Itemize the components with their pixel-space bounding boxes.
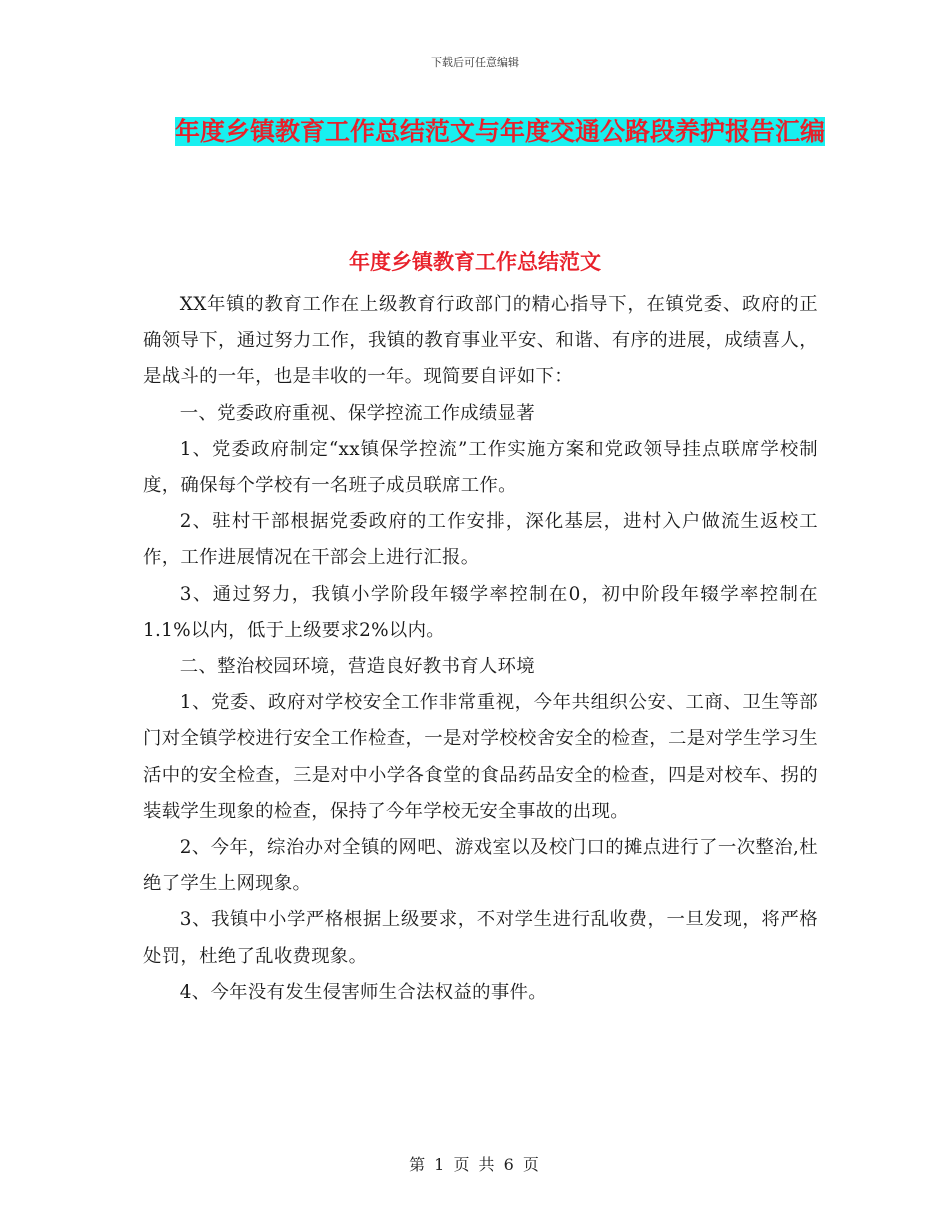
paragraph: 1、党委、政府对学校安全工作非常重视，今年共组织公安、工商、卫生等部门对全镇学校进行安全工作检查，一是对学校校舍安全的检查，二是对学生学习生活中的安全检查，三是对中小学各食堂的食品药品安全的检查，四是对校车、拐的装载学生现象的检查，保持了今年学校无安全事故的出现。	[143, 692, 818, 822]
paragraph: 2、驻村干部根据党委政府的工作安排，深化基层，进村入户做流生返校工作，工作进展情况在干部会上进行汇报。	[143, 511, 818, 569]
section-title: 年度乡镇教育工作总结范文	[349, 250, 601, 274]
document-title	[120, 110, 880, 154]
page-header-note: 下载后可任意编辑	[431, 56, 519, 69]
paragraph: 4、今年没有发生侵害师生合法权益的事件。	[179, 981, 547, 1003]
heading-paragraph: 二、整治校园环境，营造良好教书育人环境	[179, 656, 535, 678]
paragraph: 2、今年，综治办对全镇的网吧、游戏室以及校门口的摊点进行了一次整治,杜绝了学生上网现象。	[143, 837, 818, 895]
paragraph: 3、通过努力，我镇小学阶段年辍学率控制在0，初中阶段年辍学率控制在1.1%以内，低于上级要求2%以内。	[143, 583, 818, 641]
page-number-footer: 第 1 页 共 6 页	[409, 1155, 541, 1174]
paragraph: 1、党委政府制定“xx镇保学控流”工作实施方案和党政领导挂点联席学校制度，确保每个学校有一名班子成员联席工作。	[143, 438, 818, 497]
paragraph: 3、我镇中小学严格根据上级要求，不对学生进行乱收费，一旦发现，将严格处罚，杜绝了乱收费现象。	[143, 909, 818, 967]
heading-paragraph: 一、党委政府重视、保学控流工作成绩显著	[179, 402, 535, 424]
paragraph: XX年镇的教育工作在上级教育行政部门的精心指导下，在镇党委、政府的正确领导下，通过努力工作，我镇的教育事业平安、和谐、有序的进展，成绩喜人，是战斗的一年，也是丰收的一年。现简要自评如下：	[143, 294, 818, 388]
document-title-text: 年度乡镇教育工作总结范文与年度交通公路段养护报告汇编	[174, 117, 825, 146]
document-body	[143, 287, 818, 1011]
